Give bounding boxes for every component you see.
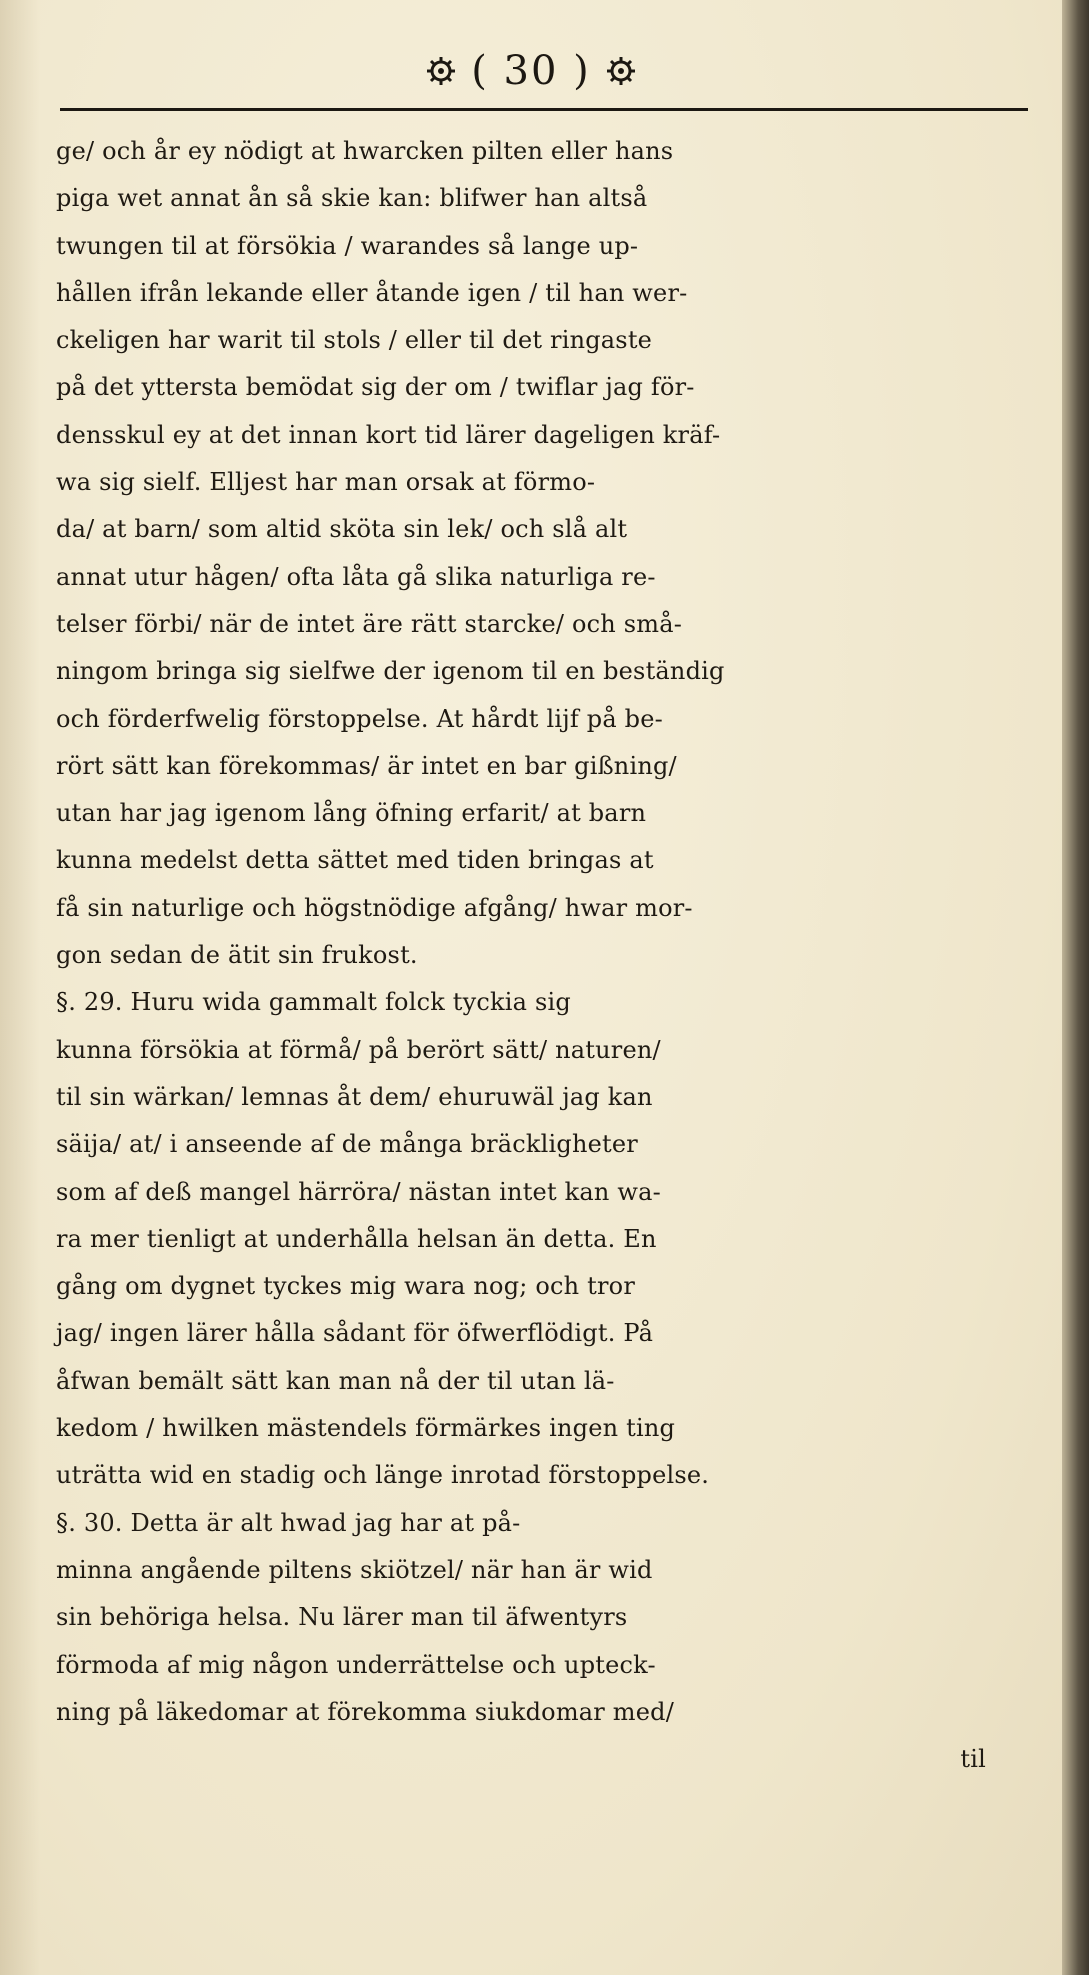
- fleuron-left-icon: [426, 56, 456, 86]
- text-line: §. 30. Detta är alt hwad jag har at på-: [56, 1508, 521, 1537]
- book-edge: [1062, 0, 1089, 1975]
- text-line: telser förbi/ när de intet äre rätt starcke/ och små-: [56, 609, 683, 638]
- text-line: piga wet annat ån så skie kan: blifwer han altså: [56, 184, 648, 213]
- text-line: da/ at barn/ som altid sköta sin lek/ och slå alt: [56, 515, 628, 544]
- text-line: kedom / hwilken mästendels förmärkes ingen ting: [56, 1414, 676, 1443]
- text-line: til sin wärkan/ lemnas åt dem/ ehuruwäl jag kan: [56, 1082, 653, 1111]
- text-line: annat utur hågen/ ofta låta gå slika naturliga re-: [56, 562, 656, 591]
- text-line: ge/ och år ey nödigt at hwarcken pilten eller hans: [56, 137, 674, 165]
- catchword: til: [960, 1745, 986, 1774]
- page-header: [0, 48, 1062, 94]
- text-line: twungen til at försökia / warandes så lange up-: [56, 231, 639, 260]
- text-line: §. 29. Huru wida gammalt folck tyckia sig: [56, 988, 571, 1017]
- text-line: förmoda af mig någon underrättelse och upteck-: [56, 1650, 656, 1679]
- text-line: gon sedan de ätit sin frukost.: [56, 941, 418, 970]
- text-line: hållen ifrån lekande eller åtande igen / til han wer-: [56, 278, 688, 307]
- text-line: som af deß mangel härröra/ nästan intet kan wa-: [56, 1177, 661, 1206]
- text-line: ckeligen har warit til stols / eller til det ringaste: [56, 326, 653, 355]
- body-text: [56, 128, 1046, 1783]
- text-line: wa sig sielf. Elljest har man orsak at förmo-: [56, 468, 596, 497]
- page-number: ( 30 ): [471, 48, 591, 94]
- fleuron-right-icon: [606, 56, 636, 86]
- text-line: utan har jag igenom lång öfning erfarit/ at barn: [56, 799, 647, 828]
- text-line: kunna försökia at förmå/ på berört sätt/ naturen/: [56, 1035, 661, 1064]
- text-line: uträtta wid en stadig och länge inrotad förstoppelse.: [56, 1461, 710, 1490]
- text-line: åfwan bemält sätt kan man nå der til utan lä-: [56, 1366, 615, 1395]
- text-line: ning på läkedomar at förekomma siukdomar med/: [56, 1697, 675, 1726]
- text-line: minna angående piltens skiötzel/ när han är wid: [56, 1555, 653, 1584]
- text-line: gång om dygnet tyckes mig wara nog; och tror: [56, 1272, 635, 1301]
- text-line: säija/ at/ i anseende af de många bräckligheter: [56, 1130, 638, 1159]
- gutter-shadow: [0, 0, 40, 1975]
- text-line: på det yttersta bemödat sig der om / twiflar jag för-: [56, 373, 695, 402]
- text-line: få sin naturlige och högstnödige afgång/ hwar mor-: [56, 893, 693, 922]
- text-line: ningom bringa sig sielfwe der igenom til en beständig: [56, 657, 725, 686]
- header-rule: [60, 108, 1028, 111]
- text-line: kunna medelst detta sättet med tiden bringas at: [56, 846, 654, 875]
- text-line: och förderfwelig förstoppelse. At hårdt lijf på be-: [56, 704, 663, 733]
- text-line: densskul ey at det innan kort tid lärer dageligen kräf-: [56, 420, 721, 449]
- text-line: ra mer tienligt at underhålla helsan än detta. En: [56, 1224, 657, 1253]
- text-line: sin behöriga helsa. Nu lärer man til äfwentyrs: [56, 1603, 628, 1632]
- text-line: jag/ ingen lärer hålla sådant för öfwerflödigt. På: [56, 1319, 654, 1348]
- text-line: rört sätt kan förekommas/ är intet en bar gißning/: [56, 751, 677, 780]
